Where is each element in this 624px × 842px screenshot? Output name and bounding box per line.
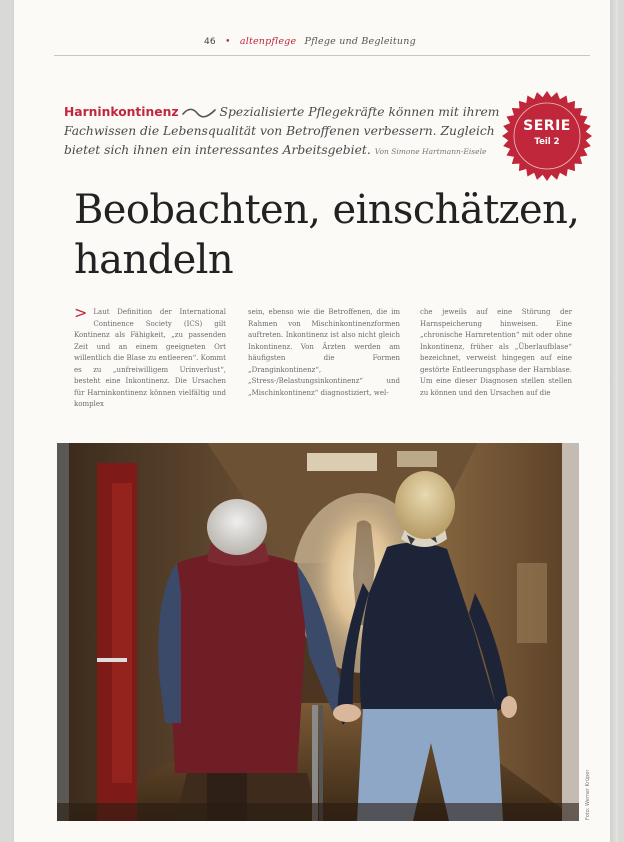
body-column-3 [420,307,572,425]
header-divider [54,55,590,56]
photo-illustration [57,443,579,821]
body-columns [74,307,572,425]
author-byline: Von Simone Hartmann-Eisele [374,147,487,156]
running-head [204,36,416,52]
article-photo [57,443,579,821]
magazine-page [14,0,610,842]
body-text-3: che jeweils auf eine Störung der Harnspeicherung hinweisen. Eine „chronische Harnretention“ mit oder ohne Inkontinenz, früher als „Überlaufblase“ bezeichnet, verweist hingegen auf eine gestörte Entleerungsphase der Harnblase. Um eine dieser Diagnosen stellen stellen zu können und den Ursachen auf die [420,308,572,397]
badge-subtitle: Teil 2 [534,137,560,147]
chevron-right-icon: > [74,307,88,322]
headline-line-1: Beobachten, einschätzen, [74,187,580,233]
article-headline [74,185,594,285]
headline-line-2: handeln [74,237,234,283]
body-column-2 [248,307,400,425]
lead-text: Spezialisierte Pflegekräfte können mit ihrem Fachwissen die Lebensqualität von Betroffenen verbessern. Zugleich bietet sich ihnen ein interessantes Arbeitsgebiet. [64,105,500,157]
intro-teaser [64,103,504,161]
section-name: altenpflege [239,36,297,47]
body-column-1 [74,307,226,425]
body-text-1: Laut Definition der International Continence Society (ICS) gilt Kontinenz als Fähigkeit, „zu passenden Zeit und an einem geeigneten Ort willentlich die Blase zu entleeren“. Kommt es zu „unfreiwilligem Urinverlust“, besteht eine Inkontinenz. Die Ursachen für Harninkontinenz können vielfältig und komplex [74,308,226,408]
topic-kicker: Harninkontinenz [64,105,179,119]
photo-credit: Foto: Werner Krüper [585,769,591,820]
page-number: 46 [204,37,216,47]
body-text-2: sein, ebenso wie die Betroffenen, die im Rahmen von Mischinkontinenzformen auftreten. Inkontinenz ist also nicht gleich Inkontinenz. Von Ärzten werden am häufigsten die Formen „Dranginkontinenz“, „Stress-/Belastungsinkontinenz“ und „Mischinkontinenz“ diagnostiziert, wel- [248,308,400,397]
series-badge [501,90,593,182]
bullet-separator: • [225,37,231,47]
subsection-name: Pflege und Begleitung [304,36,416,47]
swoosh-icon [182,107,216,119]
badge-title: SERIE [523,118,571,134]
